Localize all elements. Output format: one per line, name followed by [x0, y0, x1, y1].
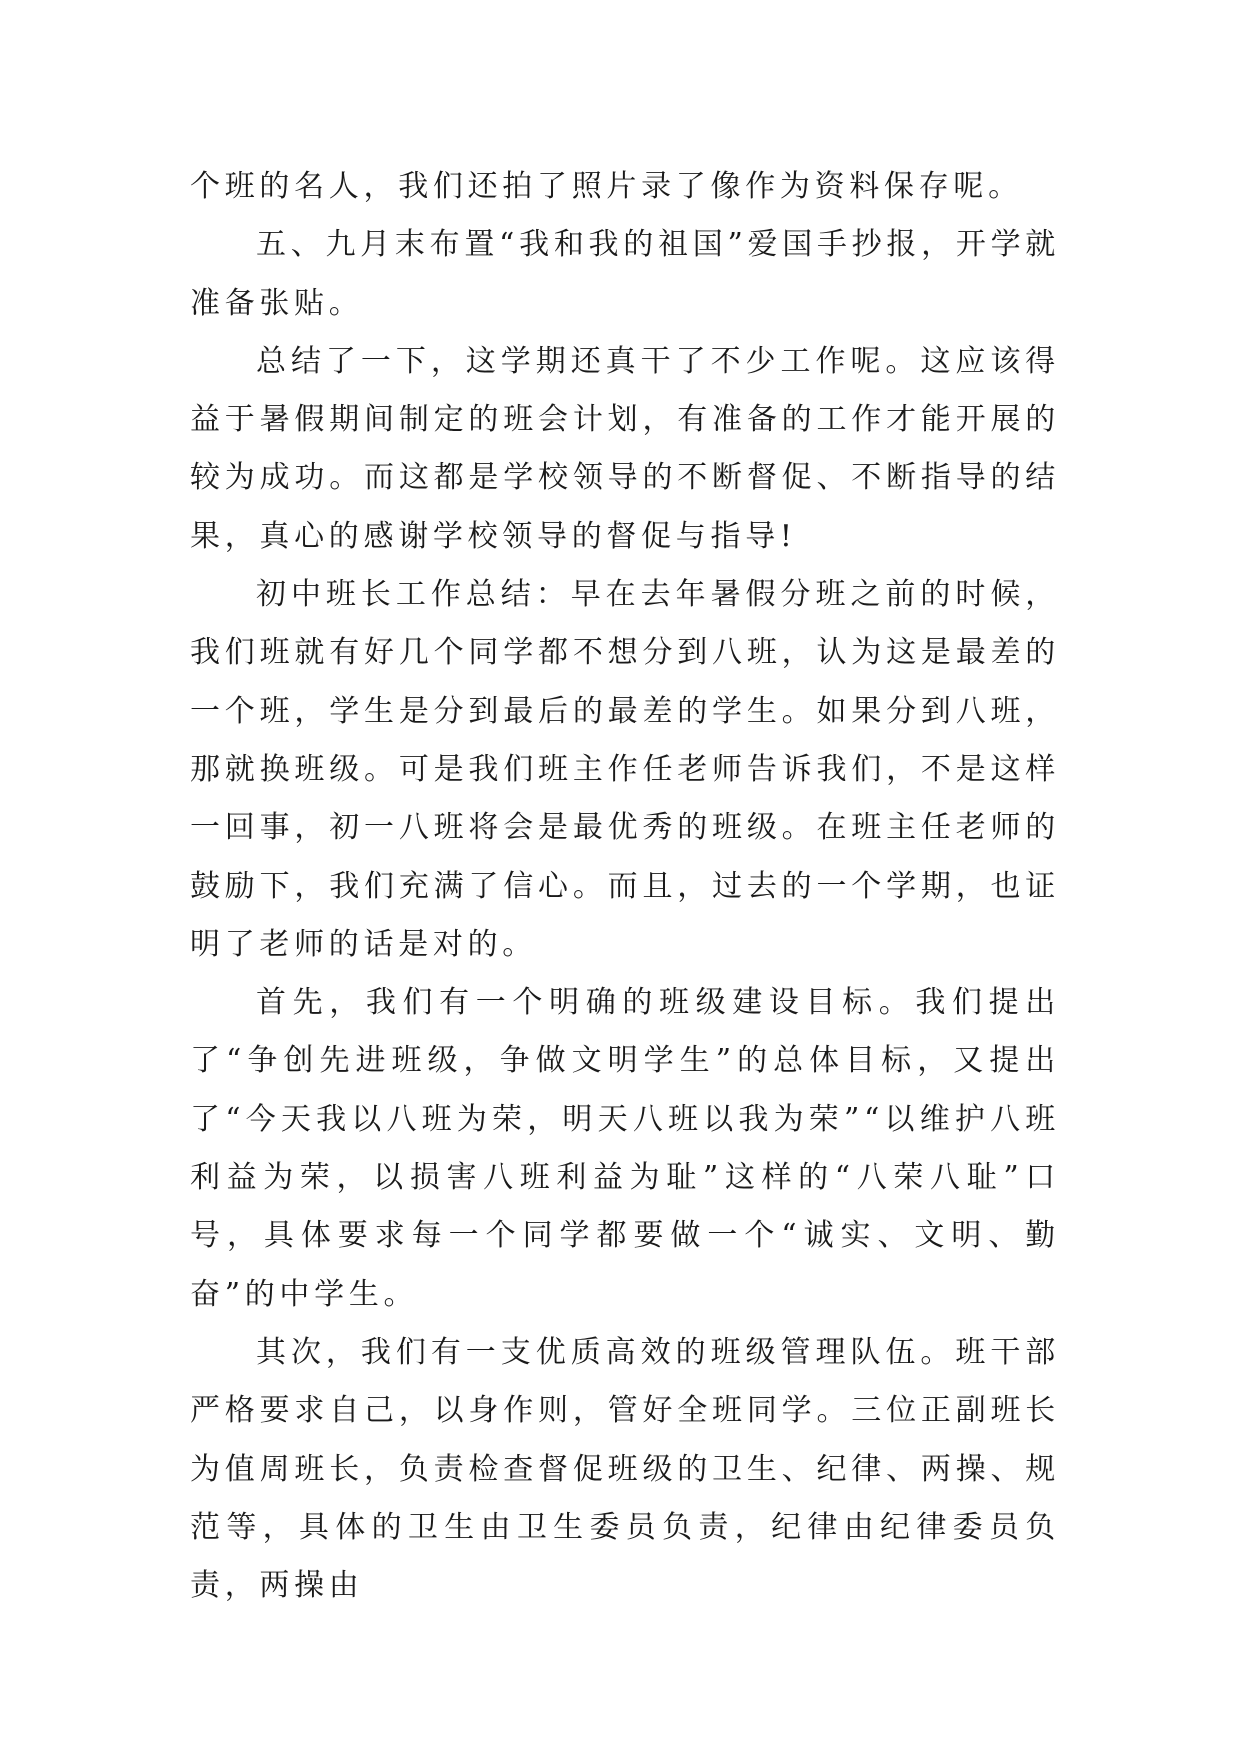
paragraph-3: 总结了一下，这学期还真干了不少工作呢。这应该得益于暑假期间制定的班会计划，有准备的工作才能开展的较为成功。而这都是学校领导的不断督促、不断指导的结果，真心的感谢学校领导的督促与指导!	[190, 343, 1060, 554]
paragraph-4: 初中班长工作总结：早在去年暑假分班之前的时候，我们班就有好几个同学都不想分到八班，认为这是最差的一个班，学生是分到最后的最差的学生。如果分到八班，那就换班级。可是我们班主作任老师告诉我们，不是这样一回事，初一八班将会是最优秀的班级。在班主任老师的鼓励下，我们充满了信心。而且，过去的一个学期，也证明了老师的话是对的。	[190, 577, 1060, 962]
paragraph-6: 其次，我们有一支优质高效的班级管理队伍。班干部严格要求自己，以身作则，管好全班同学。三位正副班长为值周班长，负责检查督促班级的卫生、纪律、两操、规范等，具体的卫生由卫生委员负责，纪律由纪律委员负责，两操由	[190, 1334, 1060, 1604]
paragraph-1: 个班的名人，我们还拍了照片录了像作为资料保存呢。	[190, 169, 1023, 204]
document-body	[190, 158, 1060, 1615]
paragraph-2: 五、九月末布置“我和我的祖国”爱国手抄报，开学就准备张贴。	[190, 227, 1060, 321]
paragraph-5: 首先，我们有一个明确的班级建设目标。我们提出了“争创先进班级，争做文明学生”的总体目标，又提出了“今天我以八班为荣，明天八班以我为荣”“以维护八班利益为荣，以损害八班利益为耻”这样的“八荣八耻”口号，具体要求每一个同学都要做一个“诚实、文明、勤奋”的中学生。	[190, 985, 1060, 1312]
